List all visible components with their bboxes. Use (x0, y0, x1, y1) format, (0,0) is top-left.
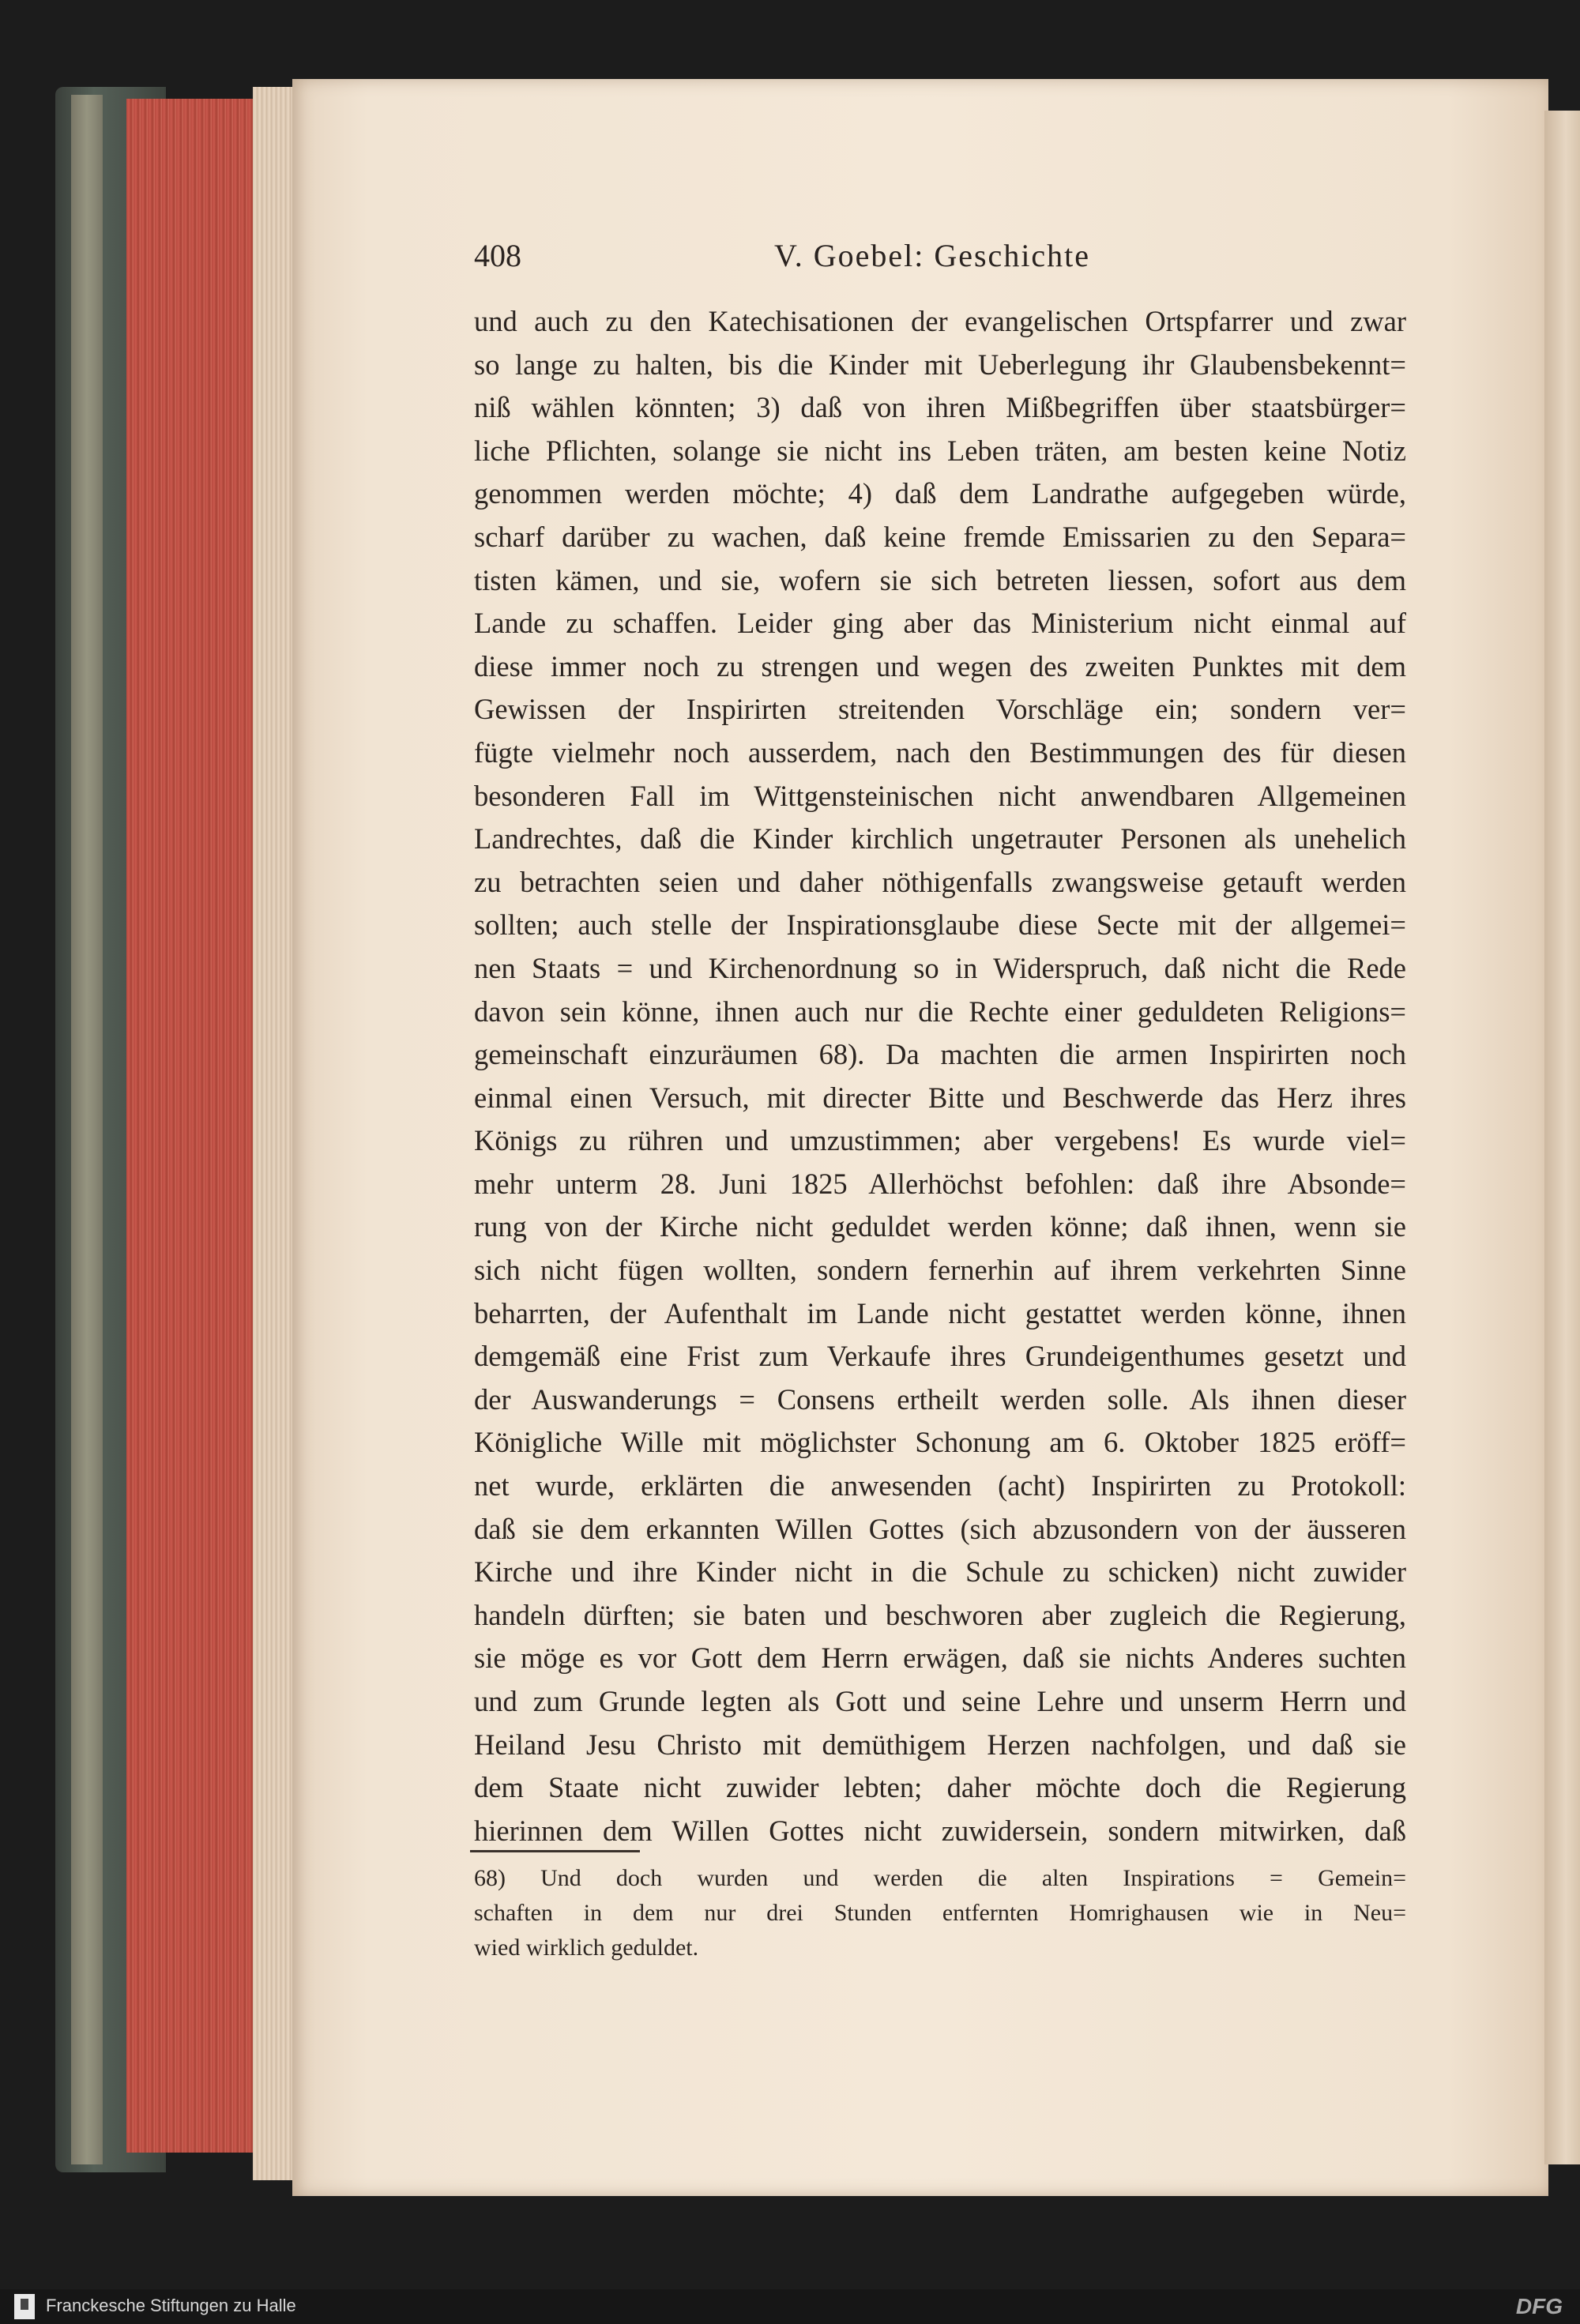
text-line: diese immer noch zu strengen und wegen des zweiten Punktes mit dem (474, 649, 1406, 683)
text-line: rung von der Kirche nicht geduldet werden könne; daß ihnen, wenn sie (474, 1210, 1406, 1243)
text-line: sie möge es vor Gott dem Herrn erwägen, daß sie nichts Anderes suchten (474, 1641, 1406, 1675)
footnotes (474, 1861, 1406, 1965)
institution-logo-icon (14, 2294, 35, 2319)
text-line: sollten; auch stelle der Inspirationsglaube diese Secte mit der allgemei= (474, 908, 1406, 942)
text-line: davon sein könne, ihnen auch nur die Rechte einer geduldeten Religions= (474, 995, 1406, 1028)
text-line: handeln dürften; sie baten und beschworen aber zugleich die Regierung, (474, 1598, 1406, 1631)
body-text (474, 300, 1406, 1852)
institution-name[interactable]: Franckesche Stiftungen zu Halle (46, 2296, 296, 2315)
text-line: zu betrachten seien und daher nöthigenfalls zwangsweise getauft werden (474, 865, 1406, 898)
text-line: niß wählen könnten; 3) daß von ihren Mißbegriffen über staatsbürger= (474, 391, 1406, 424)
text-line: beharrten, der Aufenthalt im Lande nicht gestattet werden könne, ihnen (474, 1296, 1406, 1329)
page-number: 408 (474, 238, 521, 273)
text-line: scharf darüber zu wachen, daß keine fremde Emissarien zu den Separa= (474, 520, 1406, 553)
text-line: daß sie dem erkannten Willen Gottes (sich abzusondern von der äusseren (474, 1512, 1406, 1545)
footnote-line: wied wirklich geduldet. (474, 1935, 699, 1961)
text-line: Königs zu rühren und umzustimmen; aber vergebens! Es wurde viel= (474, 1124, 1406, 1157)
text-line: hierinnen dem Willen Gottes nicht zuwidersein, sondern mitwirken, daß (474, 1814, 1406, 1847)
footnote-rule (470, 1850, 640, 1852)
text-line: fügte vielmehr noch ausserdem, nach den Bestimmungen des für diesen (474, 735, 1406, 769)
text-line: gemeinschaft einzuräumen 68). Da machten die armen Inspirirten noch (474, 1038, 1406, 1071)
text-line: tisten kämen, und sie, wofern sie sich betreten liessen, sofort aus dem (474, 563, 1406, 596)
page-header (474, 237, 1406, 276)
facing-page-edge (1544, 111, 1580, 2164)
text-line: besonderen Fall im Wittgensteinischen nicht anwendbaren Allgemeinen (474, 779, 1406, 812)
text-line: Gewissen der Inspirirten streitenden Vorschläge ein; sondern ver= (474, 693, 1406, 726)
text-line: nen Staats = und Kirchenordnung so in Widerspruch, daß nicht die Rede (474, 951, 1406, 984)
text-line: Königliche Wille mit möglichster Schonung am 6. Oktober 1825 eröff= (474, 1426, 1406, 1459)
footer-bar (0, 2289, 1580, 2324)
running-head: V. Goebel: Geschichte (774, 238, 1091, 273)
text-line: Kirche und ihre Kinder nicht in die Schule zu schicken) nicht zuwider (474, 1555, 1406, 1589)
text-line: Landrechtes, daß die Kinder kirchlich ungetrauter Personen als unehelich (474, 822, 1406, 856)
text-line: mehr unterm 28. Juni 1825 Allerhöchst befohlen: daß ihre Absonde= (474, 1167, 1406, 1200)
text-line: und auch zu den Katechisationen der evangelischen Ortspfarrer und zwar (474, 305, 1406, 337)
text-line: so lange zu halten, bis die Kinder mit Ueberlegung ihr Glaubensbekennt= (474, 348, 1406, 381)
text-line: liche Pflichten, solange sie nicht ins Leben träten, am besten keine Notiz (474, 434, 1406, 467)
dfg-logo[interactable]: DFG (1515, 2294, 1563, 2318)
cover-edge (71, 95, 103, 2164)
text-line: demgemäß eine Frist zum Verkaufe ihres Grundeigenthumes gesetzt und (474, 1340, 1406, 1373)
text-line: dem Staate nicht zuwider lebten; daher möchte doch die Regierung (474, 1771, 1406, 1804)
text-line: Lande zu schaffen. Leider ging aber das Ministerium nicht einmal auf (474, 607, 1406, 640)
text-line: der Auswanderungs = Consens ertheilt werden solle. Als ihnen dieser (474, 1382, 1406, 1416)
text-line: und zum Grunde legten als Gott und seine Lehre und unserm Herrn und (474, 1685, 1406, 1717)
footnote-line: schaften in dem nur drei Stunden entfernten Homrighausen wie in Neu= (474, 1900, 1406, 1926)
footnote-line: 68) Und doch wurden und werden die alten Inspirations = Gemein= (474, 1865, 1406, 1891)
text-line: genommen werden möchte; 4) daß dem Landrathe aufgegeben würde, (474, 477, 1406, 510)
text-line: einmal einen Versuch, mit directer Bitte und Beschwerde das Herz ihres (474, 1081, 1406, 1114)
text-line: Heiland Jesu Christo mit demüthigem Herzen nachfolgen, und daß sie (474, 1728, 1406, 1761)
text-line: net wurde, erklärten die anwesenden (acht) Inspirirten zu Protokoll: (474, 1469, 1406, 1502)
text-line: sich nicht fügen wollten, sondern fernerhin auf ihrem verkehrten Sinne (474, 1254, 1406, 1287)
